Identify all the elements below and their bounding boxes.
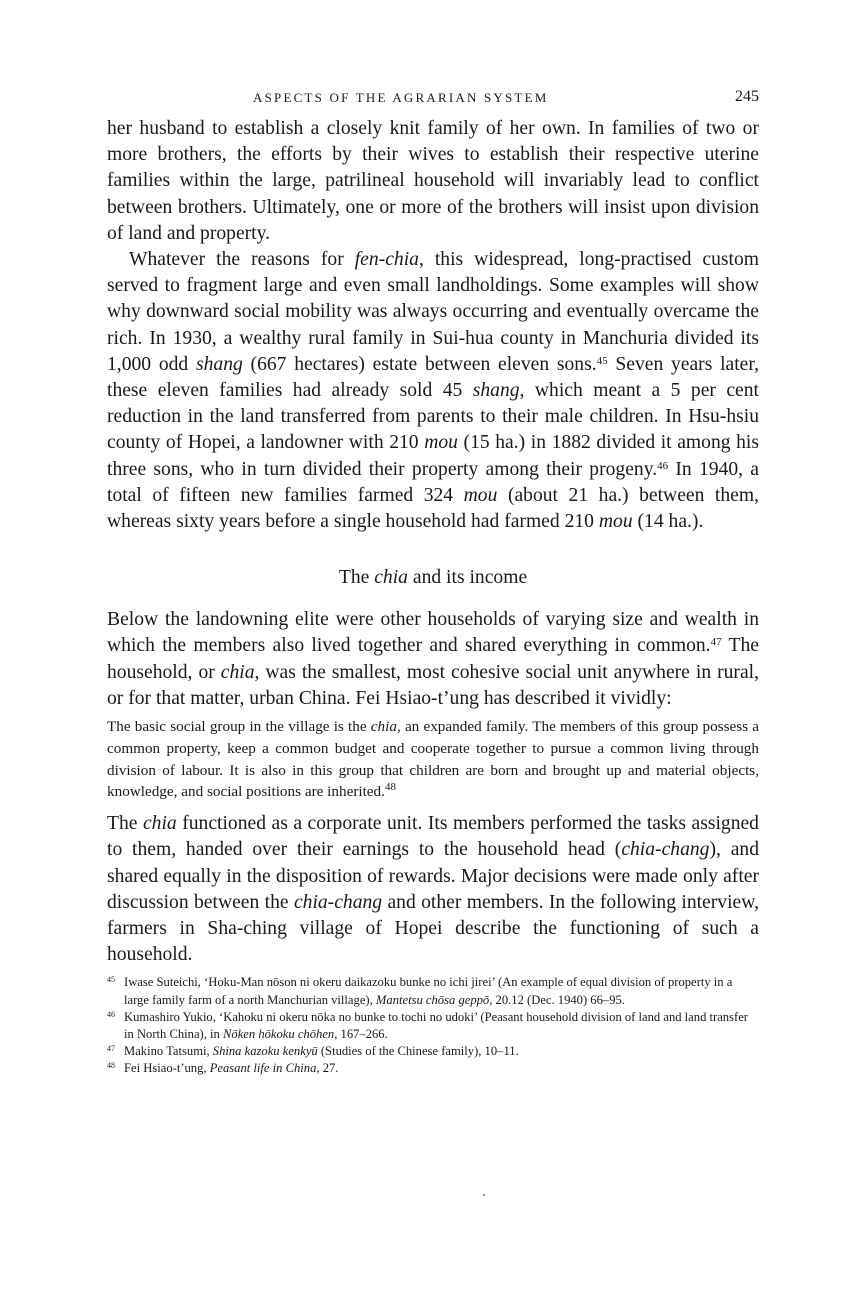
paragraph-text: her husband to establish a closely knit family of her own. In families of two or more brothers, the efforts by their wives to establish their respective uterine families within the large, patrilineal household will invariably lead to conflict between brothers. Ultimately, one or more of the brothers will insist upon division of land and property. xyxy=(107,118,759,244)
italic-term: chia xyxy=(374,567,408,589)
text-run: (14 ha.). xyxy=(632,511,704,533)
italic-term: Shina kazoku kenkyū xyxy=(212,1044,318,1059)
paragraph-fen-chia xyxy=(107,247,759,535)
text-run: The xyxy=(107,813,143,835)
running-head xyxy=(107,86,759,112)
heading-text: and its income xyxy=(407,567,528,589)
footnotes xyxy=(107,974,759,1077)
scan-speck xyxy=(483,1194,485,1196)
text-run: , this widespread, long-practised custom served to fragment large and even small landholdings. Some examples will show why downward social mobility was always occurring and eventually overcame the rich. In 1930, a wealthy rural family in Sui-hua county in Manchuria divided its 1,000 odd xyxy=(107,249,759,375)
paragraph-chia-intro xyxy=(107,607,759,712)
running-title: ASPECTS OF THE AGRARIAN SYSTEM xyxy=(253,90,549,105)
italic-term: mou xyxy=(463,484,498,506)
italic-term: shang xyxy=(195,353,243,375)
section-heading xyxy=(107,567,759,589)
italic-term: chia-chang xyxy=(293,891,383,913)
text-run: functioned as a corporate unit. Its members performed the tasks assigned to them, handed over their earnings to the household head ( xyxy=(107,813,759,861)
footnote xyxy=(107,1009,759,1043)
italic-term: mou xyxy=(424,432,458,454)
italic-term: Peasant life in China xyxy=(209,1061,317,1076)
text-run: and other members. In the following interview, farmers in Sha-ching village of Hopei describe the functioning of such a household. xyxy=(107,891,759,966)
text-run: Whatever the reasons for xyxy=(129,249,355,271)
text-run: , which meant a 5 per cent reduction in the land transferred from parents to their male children. In Hsu-hsiu county of Hopei, a landowner with 210 xyxy=(107,380,759,454)
italic-term: Mantetsu chōsa geppō xyxy=(375,992,490,1007)
text-run: , 167–266. xyxy=(334,1027,388,1042)
italic-term: chia xyxy=(370,718,397,736)
italic-term: shang xyxy=(472,380,520,402)
italic-term: chia-chang xyxy=(621,839,710,861)
italic-term: fen-chia xyxy=(354,249,419,271)
footnote-number: 48 xyxy=(107,1061,115,1071)
footnote xyxy=(107,1043,759,1060)
text-run: (about 21 ha.) between them, whereas sixty years before a single household had farmed 210 xyxy=(107,484,759,533)
text-run: Makino Tatsumi, xyxy=(124,1044,213,1059)
text-run: ), and shared equally in the disposition of rewards. Major decisions were made only after discussion between the xyxy=(107,839,759,913)
text-run: Seven years later, these eleven families had already sold 45 xyxy=(107,353,759,402)
text-run: , 20.12 (Dec. 1940) 66–95. xyxy=(489,992,625,1007)
italic-term: mou xyxy=(598,511,633,533)
italic-term: chia xyxy=(142,813,177,835)
text-run: Iwase Suteichi, ‘Hoku-Man nōson ni okeru daikazoku bunke no ichi jirei’ (An example of equal division of property in a large family farm of a north Manchurian village), xyxy=(124,975,733,1007)
footnote-ref[interactable]: 48 xyxy=(384,781,396,794)
text-run: , was the smallest, most cohesive social unit anywhere in rural, or for that matter, urban China. Fei Hsiao-t’ung has described it vividly: xyxy=(107,661,759,709)
book-page xyxy=(107,86,759,1078)
page-number: 245 xyxy=(735,88,759,105)
text-run: Fei Hsiao-t’ung, xyxy=(124,1061,210,1076)
footnote xyxy=(107,974,759,1008)
text-run: (15 ha.) in 1882 divided it among his three sons, who in turn divided their property among their progeny. xyxy=(107,432,759,480)
text-run: , an expanded family. The members of this group possess a common property, keep a common budget and cooperate together to pursue a common living through division of labour. It is also in this group that children are born and brought up and material objects, knowledge, and social positions are inherited. xyxy=(107,718,760,801)
footnote-ref[interactable]: 46 xyxy=(657,459,669,472)
italic-term: Nōken hōkoku chōhen xyxy=(223,1027,335,1042)
footnote-number: 46 xyxy=(107,1009,115,1019)
footnote-number: 47 xyxy=(107,1044,115,1054)
italic-term: chia xyxy=(220,661,255,683)
text-run: Below the landowning elite were other households of varying size and wealth in which the members also lived together and shared everything in common. xyxy=(107,609,759,657)
paragraph-chia-corporate xyxy=(107,811,759,968)
block-quote xyxy=(107,716,759,803)
text-run: In 1940, a total of fifteen new families farmed 324 xyxy=(107,458,759,506)
text-run: , 27. xyxy=(316,1061,339,1076)
text-run: (Studies of the Chinese family), 10–11. xyxy=(317,1044,519,1059)
text-run: The basic social group in the village is the xyxy=(107,718,371,736)
footnote-ref[interactable]: 45 xyxy=(596,354,608,367)
footnote-number: 45 xyxy=(107,975,115,985)
text-run: Kumashiro Yukio, ‘Kahoku ni okeru nōka no bunke to tochi no udoki’ (Peasant household division of land and land transfer in North China), in xyxy=(124,1009,748,1042)
paragraph-continuation xyxy=(107,116,759,247)
footnote-ref[interactable]: 47 xyxy=(710,636,722,649)
footnote xyxy=(107,1060,759,1077)
heading-text: The xyxy=(338,567,375,589)
text-run: (667 hectares) estate between eleven sons. xyxy=(242,353,597,375)
text-run: The household, or xyxy=(107,635,759,683)
